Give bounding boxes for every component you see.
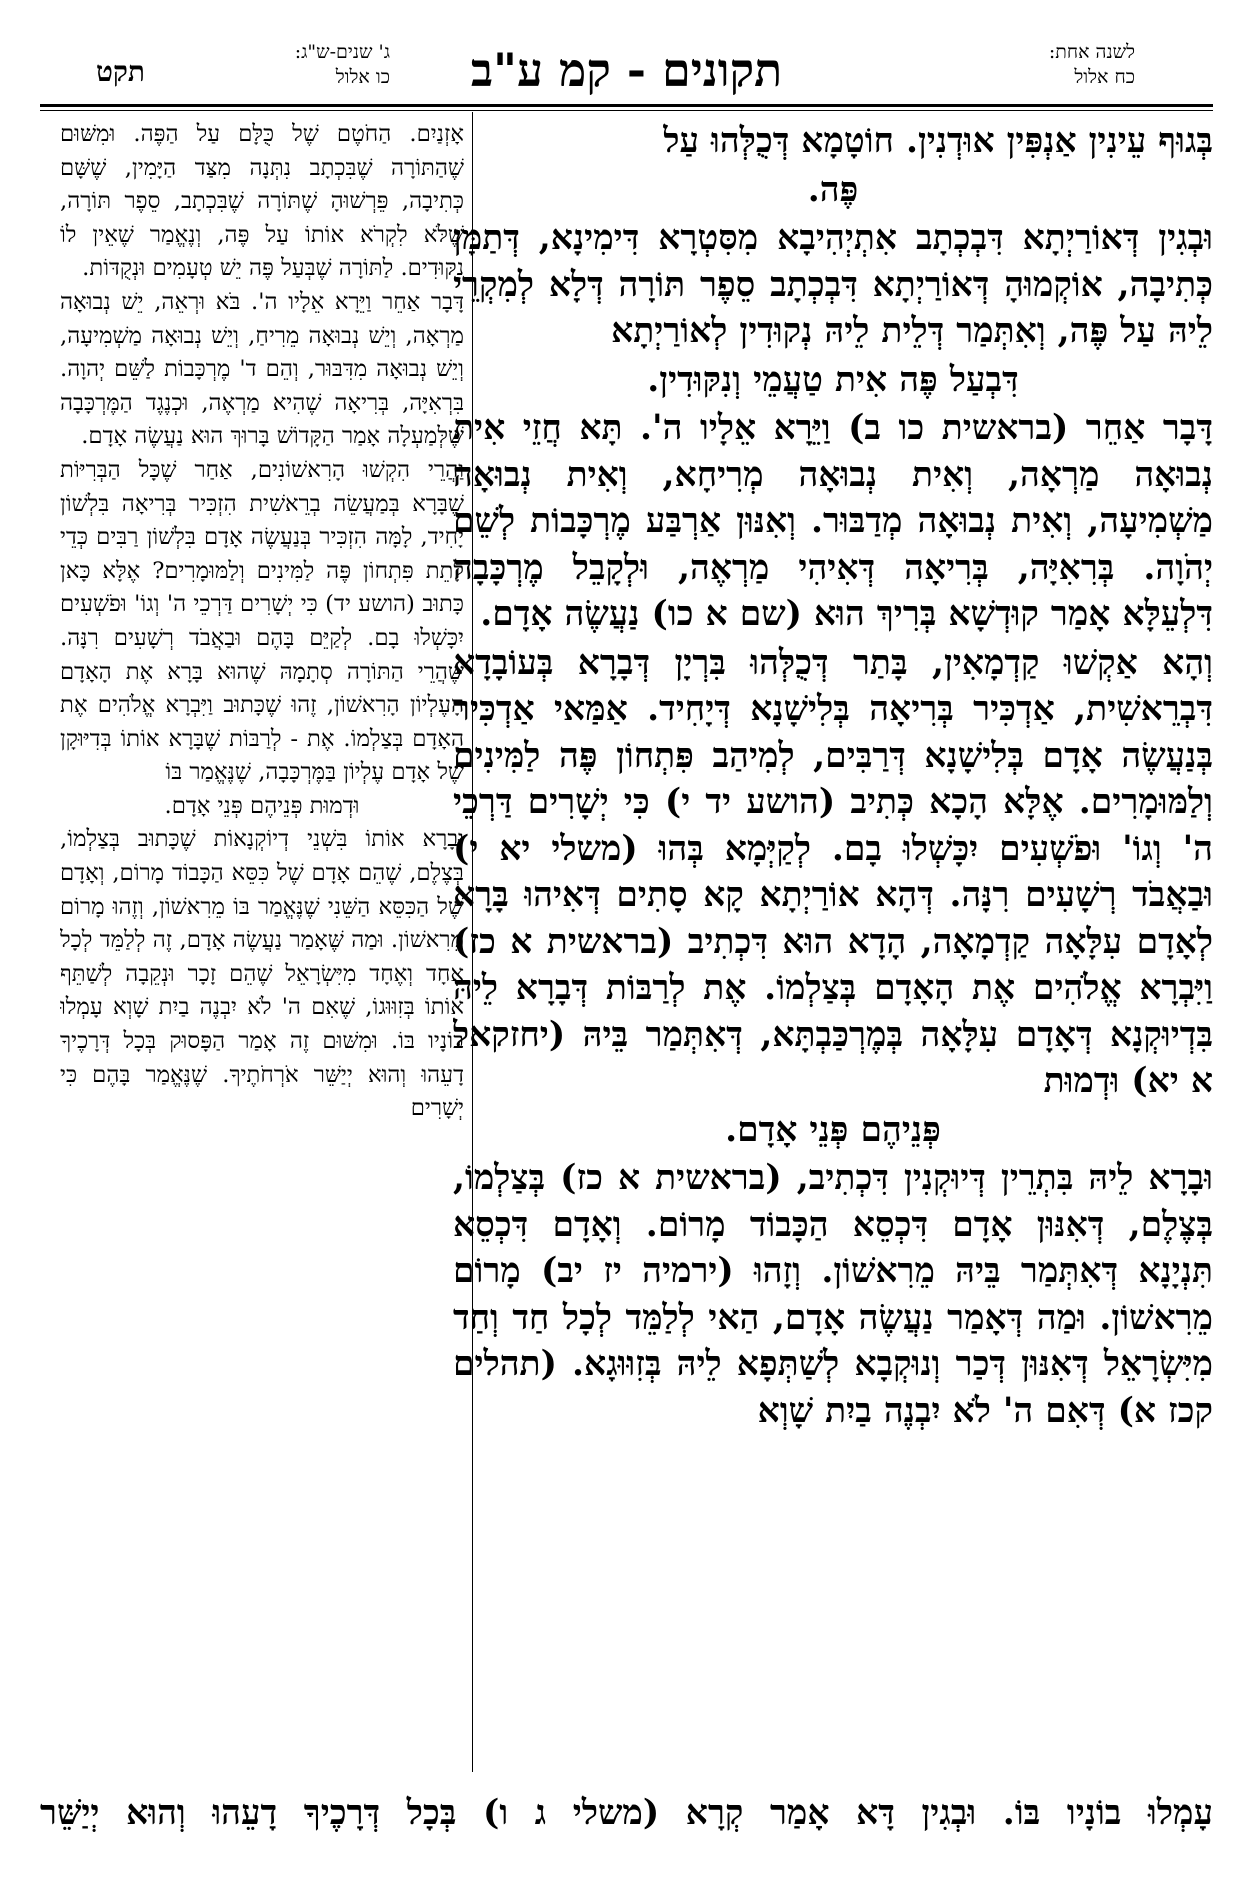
main-text-column xyxy=(453,118,1213,1773)
page-number: תקט xyxy=(96,55,145,88)
commentary-paragraph: אָזְנַיִם. הַחֹטֶם שֶׁל כֻּלָּם עַל הַפֶּה. וּמִשּׁוּם שֶׁהַתּוֹרָה שֶׁבִּכְתָב נִתְּנָה מִצַּד הַיָּמִין, שֶׁשָּׁם כְּתִיבָה, פֵּרְשׁוּהָ שֶׁתּוֹרָה שֶׁבִּכְתָב, סֵפֶר תּוֹרָה, שֶׁלֹּא לִקְרֹא אוֹתוֹ עַל פֶּה, וְנֶאֱמַר שֶׁאֵין לוֹ נִקּוּדִים. לַתּוֹרָה שֶׁבְּעַל פֶּה יֵשׁ טְעָמִים וּנְקֻדּוֹת. xyxy=(60,121,464,282)
main-paragraph: בְּגוּף עֵינִין אַנְפִּין אוּדְנִין. חוֹטָמָא דְּכֻלְּהוּ עַל xyxy=(663,121,1213,161)
header-left-line1: ג' שנים-ש"ג: xyxy=(294,41,390,63)
commentary-paragraph: וַהֲרֵי הִקְשׁוּ הָרִאשׁוֹנִים, אַחַר שֶׁכָּל הַבְּרִיּוֹת שֶׁבָּרָא בְּמַעֲשֵׂה בְרֵאשִׁית הִזְכִּיר בְּרִיאָה בִּלְשׁוֹן יָחִיד, לָמָּה הִזְכִּיר בְּנַעֲשֶׂה אָדָם בִּלְשׁוֹן רַבִּים כְּדֵי לָתֵת פִּתְחוֹן פֶּה לַמִּינִים וְלַמּוּמָרִים? אֶלָּא כָּאן כָּתוּב (הושע יד) כִּי יְשָׁרִים דַּרְכֵי ה' וְגוֹ' וּפֹשְׁעִים יִכָּשְׁלוּ בָם. לְקַיֵּם בָּהֶם וּבַאֲבֹד רְשָׁעִים רִנָּה. שֶׁהֲרֵי הַתּוֹרָה סְתָמָהּ שֶׁהוּא בָּרָא אֶת הָאָדָם הָעֶלְיוֹן הָרִאשׁוֹן, זֶהוּ שֶׁכָּתוּב וַיִּבְרָא אֱלֹהִים אֶת הָאָדָם בְּצַלְמוֹ. אֶת - לְרַבּוֹת שֶׁבָּרָא אוֹתוֹ בְּדִיּוּקָן שֶׁל אָדָם עֶלְיוֹן בַּמֶּרְכָּבָה, שֶׁנֶּאֱמַר בּוֹ xyxy=(60,456,464,786)
page-title: תקונים - קמ ע"ב xyxy=(470,43,783,97)
main-paragraph: דִּבְעַל פֶּה אִית טַעֲמֵי וְנִקּוּדִין. xyxy=(647,359,1019,400)
header-schedule-three-years xyxy=(170,40,390,100)
main-paragraph: וְהָא אַקְשׁוּ קַדְמָאִין, בָּתַר דְּכֻלְּהוּ בִּרְיָן דְּבָרָא בְּעוֹבָדָא דִּבְרֵאשִׁית, אַדְכִּיר בְּרִיאָה בְּלִישָׁנָא דְּיָחִיד. אַמַּאי אַדְכִּיר בְּנַעֲשֶׂה אָדָם בְּלִישָׁנָא דְּרַבִּים, לְמִיהַב פִּתְחוֹן פֶּה לַמִּינִים וְלַמּוּמָרִים. אֶלָּא הָכָא כְּתִיב (הושע יד י) כִּי יְשָׁרִים דַּרְכֵי ה' וְגוֹ' וּפֹשְׁעִים יִכָּשְׁלוּ בָם. לְקַיְּמָא בְּהוּ (משלי יא י) וּבַאֲבֹד רְשָׁעִים רִנָּה. דְּהָא אוֹרַיְתָא קָא סָתִים דְּאִיהוּ בָּרָא לְאָדָם עִלָּאָה קַדְמָאָה, הָדָא הוּא דִּכְתִיב (בראשית א כז) וַיִּבְרָא אֱלֹהִים אֶת הָאָדָם בְּצַלְמוֹ. אֶת לְרַבּוֹת דְּבָרָא לֵיהּ בִּדְיוּקְנָא דְּאָדָם עִלָּאָה בְּמֶרְכַּבְתָּא, דְּאִתְּמַר בֵּיהּ (יחזקאל א יא) וּדְמוּת xyxy=(453,642,1213,1101)
commentary-column xyxy=(60,118,464,1773)
main-paragraph: פֶּה. xyxy=(807,169,859,210)
main-paragraph: פְּנֵיהֶם פְּנֵי אָדָם. xyxy=(725,1109,941,1150)
commentary-paragraph: דָּבָר אַחֵר וַיֵּרָא אֵלָיו ה'. בֹּא וּרְאֵה, יֵשׁ נְבוּאָה מַרְאָה, וְיֵשׁ נְבוּאָה מֵרִיחַ, וְיֵשׁ נְבוּאָה מַשְׁמִיעָה, וְיֵשׁ נְבוּאָה מִדִּבּוּר, וְהֵם ד' מֶרְכָּבוֹת לַשֵּׁם יְהוָה. בִּרְאִיָּה, בְּרִיאָה שֶׁהִיא מַרְאֶה, וּכְנֶגֶד הַמֶּרְכָּבָה שֶׁלְּמַעְלָה אָמַר הַקָּדוֹשׁ בָּרוּךְ הוּא נַעֲשֶׂה אָדָם. xyxy=(60,288,464,450)
header-left-line2: כו אלול xyxy=(335,66,390,88)
header-schedule-one-year xyxy=(935,40,1135,100)
bottom-line: עָמְלוּ בוֹנָיו בּוֹ. וּבְגִין דָּא אָמַר קְרָא (משלי ג ו) בְּכָל דְּרָכֶיךָ דָעֵהוּ וְהוּא יְיַשֵּׁר xyxy=(40,1793,1213,1833)
commentary-paragraph: וּבָרָא אוֹתוֹ בִּשְׁנֵי דְיוֹקְנָאוֹת שֶׁכָּתוּב בְּצַלְמוֹ, בְּצֶלֶם, שֶׁהֵם אָדָם שֶׁל כִּסֵּא הַכָּבוֹד מָרוֹם, וְאָדָם שֶׁל הַכִּסֵּא הַשֵּׁנִי שֶׁנֶּאֱמַר בּוֹ מֵרִאשׁוֹן, וְזֶהוּ מָרוֹם מֵרִאשׁוֹן. וּמַה שֶּׁאָמַר נַעֲשֶׂה אָדָם, זֶה לְלַמֵּד לְכָל אֶחָד וְאֶחָד מִיִּשְׂרָאֵל שֶׁהֵם זָכָר וּנְקֵבָה לְשַׁתֵּף אוֹתוֹ בְּזִוּוּגוֹ, שֶׁאִם ה' לֹא יִבְנֶה בַיִת שָׁוְא עָמְלוּ בוֹנָיו בּוֹ. וּמִשּׁוּם זֶה אָמַר הַפָּסוּק בְּכָל דְּרָכֶיךָ דָעֵהוּ וְהוּא יְיַשֵּׁר אֹרְחֹתֶיךָ. שֶׁנֶּאֱמַר בָּהֶם כִּי יְשָׁרִים xyxy=(60,826,464,1122)
header-right-line2: כח אלול xyxy=(1074,66,1135,88)
commentary-paragraph: וּדְמוּת פְּנֵיהֶם פְּנֵי אָדָם. xyxy=(164,792,360,819)
main-paragraph: דָּבָר אַחֵר (בראשית כו ב) וַיֵּרָא אֵלָיו ה'. תָּא חֲזֵי אִית נְבוּאָה מַרְאָה, וְאִית נְבוּאָה מְרִיחָא, וְאִית נְבוּאָה מַשְׁמִיעָה, וְאִית נְבוּאָה מְדַבּוּר. וְאִנּוּן אַרְבַּע מֶרְכָּבוֹת לְשֵׁם יְהֹוָה. בְּרִאִיָּה, בְּרִיאָה דְּאִיהִי מַרְאֶה, וּלְקָבֵל מֶרְכָּבָה דִּלְעֵלָּא אָמַר קוּדְשָׁא בְּרִיךְ הוּא (שם א כו) נַעֲשֶׂה אָדָם. xyxy=(453,408,1213,634)
header-rule-thick xyxy=(40,104,1213,107)
main-paragraph: וּבָרָא לֵיהּ בִּתְרֵין דְּיוּקְנִין דִּכְתִיב, (בראשית א כז) בְּצַלְמוֹ, בְּצֶלֶם, דְּאִנּוּן אָדָם דִּכְסֵא הַכָּבוֹד מָרוֹם. וְאָדָם דִּכְסֵא תִּנְיָנָא דְּאִתְּמַר בֵּיהּ מֵרִאשׁוֹן. וְזָהוּ (ירמיה יז יב) מָרוֹם מֵרִאשׁוֹן. וּמַה דְּאָמַר נַעֲשֶׂה אָדָם, הַאי לְלַמֵּד לְכָל חַד וְחַד מִיִּשְׂרָאֵל דְּאִנּוּן דְּכַר וְנוּקְבָא לְשַׁתְּפָא לֵיהּ בְּזִוּוּגָא. (תהלים קכז א) דְּאִם ה' לֹא יִבְנֶה בַיִת שָׁוְא xyxy=(453,1158,1213,1431)
header-right-line1: לשנה אחת: xyxy=(1048,41,1135,63)
header-rule-thin xyxy=(40,110,1213,111)
main-paragraph: וּבְגִין דְּאוֹרַיְתָא דִּבְכְתָב אִתְיְהִיבָא מִסִּטְרָא דִּימִינָא, דְּתַמָּן כְּתִיבָה, אוֹקְמוּהָ דְּאוֹרַיְתָא דִּבְכְתָב סֵפֶר תּוֹרָה דְּלָא לְמִקְרֵי לֵיהּ עַל פֶּה, וְאִתְּמַר דְּלֵית לֵיהּ נְקוּדִין לְאוֹרַיְתָא xyxy=(453,218,1213,351)
